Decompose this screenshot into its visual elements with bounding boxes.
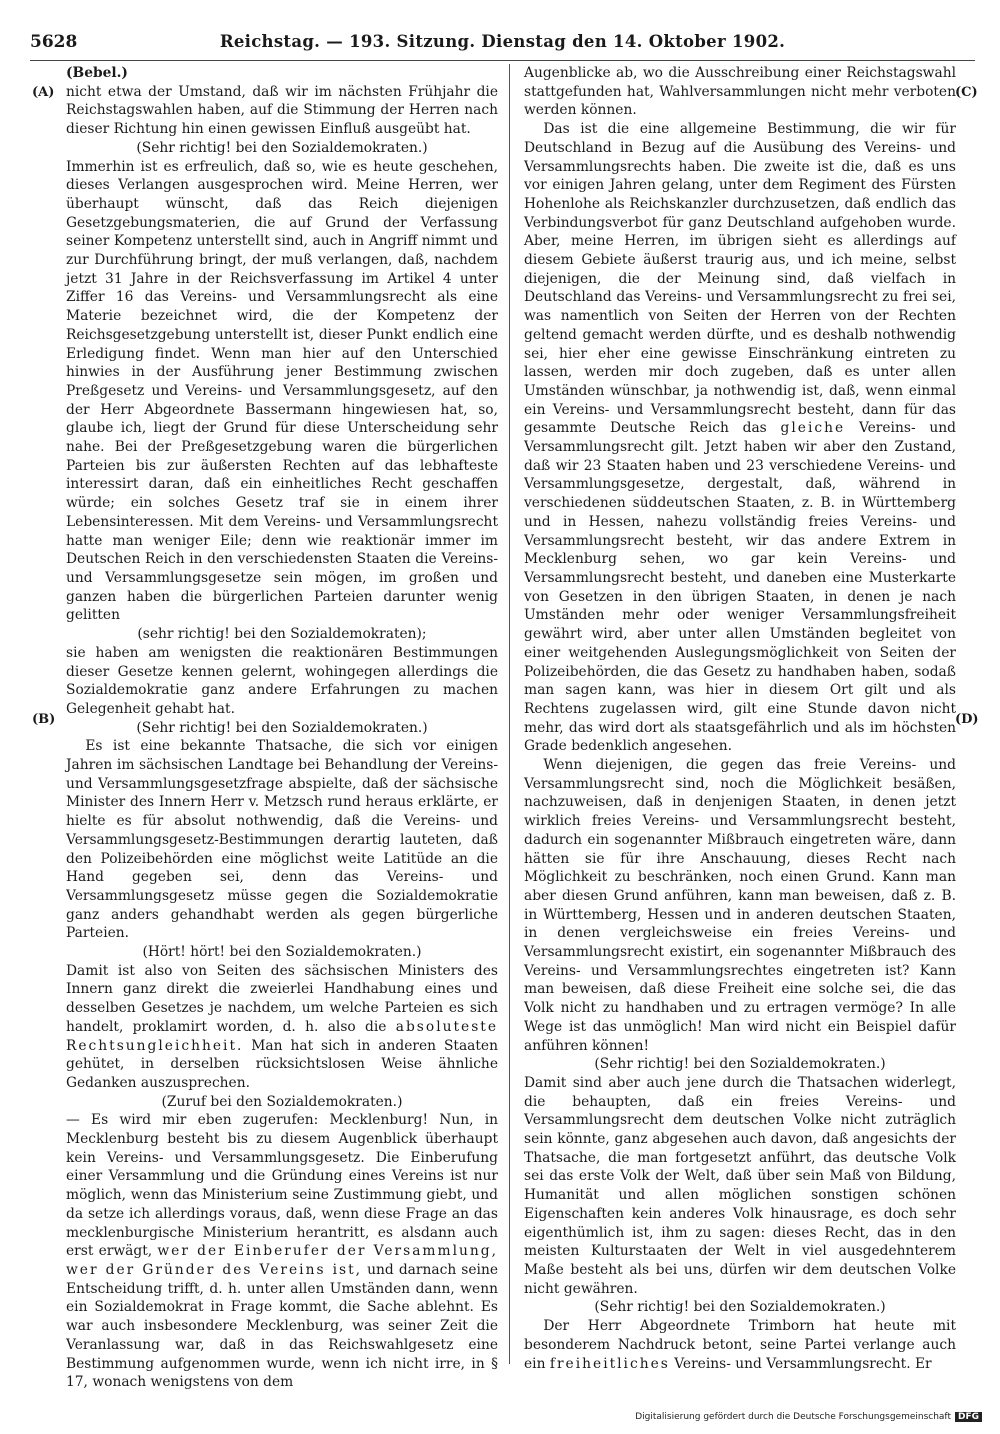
- margin-marker-a: (A): [32, 85, 55, 100]
- margin-marker-c: (C): [955, 85, 978, 100]
- margin-marker-b: (B): [32, 712, 56, 727]
- paragraph: Augenblicke ab, wo die Ausschreibung einer Reichstagswahl stattgefunden hat, Wahlversammlungen nicht mehr verboten werden können.: [524, 65, 956, 119]
- emphasized-text: wer der Einberufer der Versammlung, wer der Gründer des Vereins ist,: [66, 1243, 498, 1278]
- left-column: [66, 64, 498, 1392]
- text-run: Vereins- und Versammlungsrecht. Er: [669, 1355, 932, 1372]
- column-divider: [509, 64, 510, 1364]
- interjection: (Sehr richtig! bei den Sozialdemokraten.): [136, 719, 428, 736]
- text-run: Damit ist also von Seiten des sächsischen Ministers des Innern ganz direkt die zweierlei Handhabung eines und desselben Gesetzes je nachdem, um welche Parteien es sich handelt, proklamirt worden, d. h. also die: [66, 962, 498, 1035]
- interjection: (sehr richtig! bei den Sozialdemokraten);: [137, 626, 427, 643]
- paragraph: [66, 1111, 498, 1392]
- paragraph: sie haben am wenigsten die reaktionären Bestimmungen dieser Gesetze kennen gelernt, wohingegen allerdings die Sozialdemokratie ganz andere Erfahrungen zu machen Gelegenheit gehabt hat.: [66, 644, 498, 717]
- interjection: (Sehr richtig! bei den Sozialdemokraten.): [594, 1299, 886, 1316]
- interjection: (Sehr richtig! bei den Sozialdemokraten.): [136, 139, 428, 156]
- paragraph: [66, 962, 498, 1093]
- digitization-credit: [635, 1412, 982, 1422]
- paragraph: [524, 1317, 956, 1373]
- paragraph: Damit sind aber auch jene durch die Thatsachen widerlegt, die behaupten, daß ein freies Vereins- und Versammlungsrecht dem deutschen Volke nicht zuträglich sein könnte, ganz abgesehen auch davon, daß angesichts der Thatsache, die man fortgesetzt anführt, das deutsche Volk sei das erste Volk der Welt, daß über sein Maß von Bildung, Humanität und allen möglichen sonstigen schönen Eigenschaften kein anderes Volk hinausrage, es doch sehr eigenthümlich ist, ihm zu sagen: dieses Recht, das in den meisten Kulturstaaten der Welt in viel ausgedehnterem Maße besteht als bei uns, dürfen wir dem deutschen Volke nicht gewähren.: [524, 1074, 956, 1297]
- page-header: [30, 28, 975, 60]
- right-column: [524, 64, 956, 1373]
- paragraph: [524, 120, 956, 756]
- paragraph: Immerhin ist es erfreulich, daß so, wie es heute geschehen, dieses Verlangen ausgesprochen wird. Meine Herren, wer überhaupt wünscht, daß das Reich diejenigen Gesetzgebungsmaterien, die auf Grund der Verfassung seiner Kompetenz unterstellt sind, auch in Angriff nimmt und zur Durchführung bringt, der muß verlangen, daß, nachdem jetzt 31 Jahre in der Reichsverfassung im Artikel 4 unter Ziffer 16 das Vereins- und Versammlungsrecht als eine Materie bezeichnet wird, die der Kompetenz der Reichsgesetzgebung unterstellt ist, dieser Punkt endlich eine Erledigung findet. Wenn man hier auf den Unterschied hinwies in der Ausführung jener Bestimmung zwischen Preßgesetz und Vereins- und Versammlungsgesetz, auf den der Herr Abgeordnete Bassermann hingewiesen hat, so, glaube ich, liegt der Grund für diese Unterscheidung sehr nahe. Bei der Preßgesetzgebung waren die bürgerlichen Parteien bis zur äußersten Rechten auf das lebhafteste interessirt daran, daß ein einheitliches Recht geschaffen würde; ein solches Gesetz traf sie in einem ihrer Lebensinteressen. Mit dem Vereins- und Versammlungsrecht hatte man weniger Eile; denn wie reaktionär immer im Deutschen Reich in den verschiedensten Staaten die Vereins- und Versammlungsgesetze sein mögen, im großen und ganzen haben die bürgerlichen Parteien darunter wenig gelitten: [66, 158, 498, 624]
- margin-marker-d: (D): [955, 712, 979, 727]
- running-title: Reichstag. — 193. Sitzung. Dienstag den 14. Oktober 1902.: [219, 32, 786, 51]
- credit-text: Digitalisierung gefördert durch die Deutsche Forschungsgemeinschaft: [635, 1412, 951, 1422]
- text-run: Der Herr Abgeordnete Trimborn hat heute mit besonderem Nachdruck betont, seine Partei verlange auch ein: [524, 1318, 956, 1372]
- interjection: (Zuruf bei den Sozialdemokraten.): [161, 1093, 403, 1110]
- text-run: und darnach seine Entscheidung trifft, d. h. unter allen Umständen dann, wenn ein Sozialdemokrat in Frage kommt, die Sache ablehnt. Es war auch insbesondere Mecklenburg, was seiner Zeit die Veranlassung war, daß in das Reichswahlgesetz eine Bestimmung aufgenommen wurde, wenn ich nicht irre, in § 17, wonach wenigstens von dem: [66, 1262, 498, 1391]
- page-number: 5628: [30, 32, 78, 52]
- text-run: Vereins- und Versammlungsrecht gilt. Jetzt haben wir aber den Zustand, daß wir 23 Staaten haben und 23 verschiedene Vereins- und Versammlungsgesetze, dergestalt, daß, während in verschiedenen süddeutschen Staaten, z. B. in Württemberg und in Hessen, nahezu vollständig freies Vereins- und Versammlungsrecht besteht, wir das andere Extrem in Mecklenburg sehen, wo gar kein Vereins- und Versammlungsrecht besteht, und daneben eine Musterkarte von Gesetzen in den übrigen Staaten, in denen je nach Umständen mehr oder weniger Versammlungsfreiheit gewährt wird, aber unter allen Umständen begleitet von einer weitgehenden Auslegungsmöglichkeit von Seiten der Polizeibehörden, die das Gesetz zu handhaben haben, sodaß man sagen kann, was hier in diesem Ort gilt und als Rechtens zugelassen wird, gilt eine Stunde davon nicht mehr, das wird dort als staatsgefährlich und als im höchsten Grade bedenklich angesehen.: [524, 420, 956, 755]
- text-run: Das ist die eine allgemeine Bestimmung, die wir für Deutschland in Bezug auf die Ausübung des Vereins- und Versammlungsrechts haben. Die zweite ist die, daß es uns vor einigen Jahren gelang, unter dem Regiment des Fürsten Hohenlohe als Reichskanzler durchzusetzen, daß endlich das Verbindungsverbot für ganz Deutschland aufgehoben wurde. Aber, meine Herren, im übrigen sieht es allerdings auf diesem Gebiete äußerst traurig aus, und ich meine, selbst diejenigen, die der Meinung sind, daß vielfach in Deutschland das Vereins- und Versammlungsrecht zu frei sei, was namentlich von Seiten der Herren von der Rechten geltend gemacht werden dürfte, und es deshalb nothwendig sei, hier eher eine gewisse Einschränkung eintreten zu lassen, werden mir doch zugeben, daß es unter allen Umständen wünschbar, ja nothwendig ist, daß, wenn einmal ein Vereins- und Versammlungsrecht besteht, dann für das gesammte Deutsche Reich das: [524, 121, 956, 437]
- paragraph: Wenn diejenigen, die gegen das freie Vereins- und Versammlungsrecht sind, noch die Möglichkeit besäßen, nachzuweisen, daß in denjenigen Staaten, in denen jetzt wirklich freies Vereins- und Versammlungsrecht besteht, dadurch ein sogenannter Mißbrauch eingetreten wäre, dann hätten sie für ihre Anschauung, dieses Recht nach Möglichkeit zu beschränken, noch einen Grund. Kann man aber diesen Grund anführen, kann man beweisen, daß z. B. in Württemberg, Hessen und in anderen deutschen Staaten, in denen vergleichsweise ein freies Vereins- und Versammlungsrecht existirt, ein sogenannter Mißbrauch des Vereins- und Versammlungsrechtes eingetreten ist? Kann man beweisen, daß diese Freiheit eine solche sei, die das Volk nicht zu handhaben und zu ertragen vermöge? In alle Wege ist das unmöglich! Man wird nicht ein Beispiel dafür anführen können!: [524, 757, 956, 1054]
- paragraph: Es ist eine bekannte Thatsache, die sich vor einigen Jahren im sächsischen Landtage bei Behandlung der Vereins- und Versammlungsgesetzfrage abspielte, daß der sächsische Minister des Innern Herr v. Metzsch rund heraus erklärte, er hielte es für absolut nothwendig, daß die Vereins- und Versammlungsgesetz-Bestimmungen derartig lauteten, daß den Polizeibehörden eine möglichst weite Latitüde an die Hand gegeben sei, denn das Vereins- und Versammlungsgesetz müsse gegen die Sozialdemokratie ganz anders gehandhabt werden als gegen bürgerliche Parteien.: [66, 738, 498, 942]
- interjection: (Sehr richtig! bei den Sozialdemokraten.): [594, 1056, 886, 1073]
- emphasized-text: freiheitliches: [549, 1355, 670, 1372]
- header-rule: [30, 60, 975, 61]
- speaker-name: (Bebel.): [66, 65, 128, 81]
- emphasized-text: absoluteste Rechtsungleichheit.: [66, 1018, 498, 1054]
- emphasized-text: gleiche: [780, 420, 846, 437]
- text-run: — Es wird mir eben zugerufen: Mecklenburg! Nun, in Mecklenburg besteht bis zu diesem Augenblick überhaupt kein Vereins- und Versammlungsgesetz. Die Einberufung einer Versammlung und die Gründung eines Vereins ist nur möglich, wenn das Ministerium seine Zustimmung giebt, und da setze ich allerdings voraus, daß, wenn diese Frage an das mecklenburgische Ministerium herantritt, es alsdann auch erst erwägt,: [66, 1112, 498, 1260]
- interjection: (Hört! hört! bei den Sozialdemokraten.): [142, 944, 422, 961]
- dfg-logo: DFG: [955, 1412, 982, 1422]
- paragraph: nicht etwa der Umstand, daß wir im nächsten Frühjahr die Reichstagswahlen haben, auf die Stimmung der Herren nach dieser Richtung hin einen gewissen Einfluß ausgeübt hat.: [66, 83, 498, 138]
- text-run: Man hat sich in anderen Staaten gehütet, in derselben rücksichtslosen Weise ähnliche Gedanken auszusprechen.: [66, 1037, 498, 1091]
